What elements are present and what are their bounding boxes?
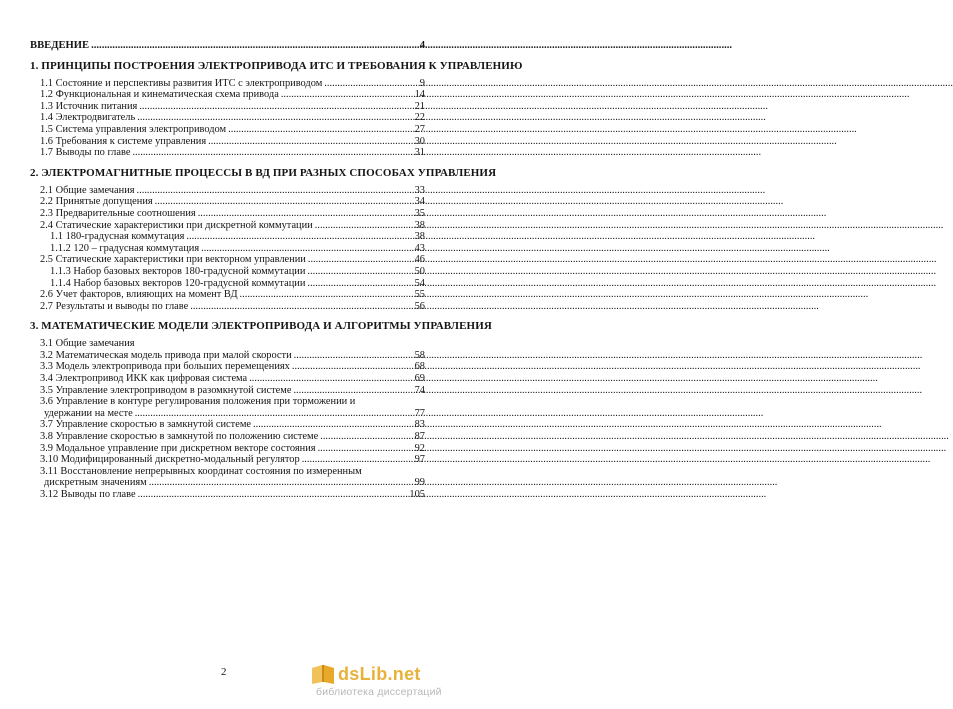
chapter-2-title: 2. ЭЛЕКТРОМАГНИТНЫЕ ПРОЦЕССЫ В ВД ПРИ РАЗНЫХ СПОСОБАХ УПРАВЛЕНИЯ (30, 166, 497, 179)
entry-page: 43 (414, 242, 425, 254)
toc-entry-1-5[interactable] (30, 124, 425, 136)
entry-title: 2.4 Статические характеристики при дискретной коммутации (40, 219, 313, 231)
toc-entry-3-11[interactable] (30, 466, 425, 478)
entry-page: 87 (414, 431, 425, 443)
entry-title: 2.3 Предварительные соотношения (40, 207, 196, 219)
toc-entry-3-8[interactable] (30, 431, 425, 443)
dot-leader (149, 477, 409, 489)
entry-title: 3.12 Выводы по главе (40, 489, 136, 500)
entry-title-continuation: удержании на месте (44, 407, 133, 419)
entry-page: 92 (414, 442, 425, 454)
entry-title: 2.1 Общие замечания (40, 184, 135, 196)
dot-leader (315, 220, 409, 232)
dot-leader (137, 185, 409, 197)
toc-entry-3-1[interactable] (30, 338, 425, 350)
toc-entry-3-11-continuation[interactable] (30, 477, 425, 489)
dot-leader (324, 78, 409, 90)
toc-intro[interactable] (30, 40, 425, 52)
dot-leader (208, 136, 409, 148)
dot-leader (135, 408, 409, 420)
toc-entry-3-2[interactable] (30, 350, 425, 362)
toc-entry-2-6[interactable] (30, 289, 425, 301)
entry-title: 3.1 Общие замечания (40, 338, 135, 350)
page-number: 2 (221, 666, 227, 678)
toc-entry-2-3[interactable] (30, 208, 425, 220)
entry-title: 1.7 Выводы по главе (40, 147, 131, 159)
toc-entry-2-4-1[interactable] (30, 231, 425, 243)
entry-page: 34 (414, 196, 425, 208)
watermark-tagline: библиотека диссертаций (316, 686, 442, 698)
entry-title: 3.8 Управление скоростью в замкнутой по положению системе (40, 431, 319, 443)
dot-leader (228, 124, 409, 136)
dot-leader (253, 419, 409, 431)
entry-title: 2.5 Статические характеристики при векторном управлении (40, 254, 306, 266)
entry-page: 68 (414, 361, 425, 373)
entry-page: 35 (414, 207, 425, 219)
toc-entry-1-2[interactable] (30, 89, 425, 101)
entry-page: 21 (414, 100, 425, 112)
dot-leader (302, 454, 409, 466)
dot-leader (91, 40, 409, 52)
entry-page: 50 (414, 265, 425, 277)
entry-title: 2.6 Учет факторов, влияющих на момент ВД (40, 289, 238, 301)
dot-leader (132, 147, 409, 159)
entry-page: 27 (414, 123, 425, 135)
dot-leader (186, 231, 409, 243)
entry-page: 69 (414, 373, 425, 385)
toc-entry-3-6-continuation[interactable] (30, 408, 425, 420)
watermark-brand: dsLib.net (338, 664, 421, 684)
dot-leader (137, 112, 409, 124)
dot-leader (240, 289, 409, 301)
entry-page: 58 (414, 349, 425, 361)
entry-page: 83 (414, 419, 425, 431)
entry-title: 3.5 Управление электроприводом в разомкнутой системе (40, 384, 292, 396)
entry-page: 105 (409, 489, 425, 500)
toc-entry-3-9[interactable] (30, 443, 425, 455)
dot-leader (138, 489, 408, 501)
entry-page: 33 (414, 184, 425, 196)
toc-entry-2-5[interactable] (30, 254, 425, 266)
toc-entry-3-3[interactable] (30, 361, 425, 373)
watermark-logo[interactable] (300, 662, 440, 702)
toc-entry-3-7[interactable] (30, 419, 425, 431)
entry-page: 56 (414, 300, 425, 312)
entry-title: 3.6 Управление в контуре регулирования положения при торможении и (40, 396, 356, 408)
entry-title: 3.10 Модифицированный дискретно-модальный регулятор (40, 454, 300, 466)
entry-title: 3.9 Модальное управление при дискретном векторе состояния (40, 442, 316, 454)
chapter-3-heading[interactable] (30, 320, 492, 333)
dot-leader (139, 101, 409, 113)
entry-title: 1.1.3 Набор базовых векторов 180-градусной коммутации (50, 265, 306, 277)
chapter-1-title: 1. ПРИНЦИПЫ ПОСТРОЕНИЯ ЭЛЕКТРОПРИВОДА ИТС И ТРЕБОВАНИЯ К УПРАВЛЕНИЮ (30, 59, 523, 72)
toc-entry-2-5-2[interactable] (30, 278, 425, 290)
dot-leader (155, 196, 409, 208)
entry-title: 3.3 Модель электропривода при больших перемещениях (40, 361, 290, 373)
dot-leader (293, 385, 409, 397)
chapter-3-title: 3. МАТЕМАТИЧЕСКИЕ МОДЕЛИ ЭЛЕКТРОПРИВОДА И АЛГОРИТМЫ УПРАВЛЕНИЯ (30, 320, 492, 333)
dot-leader (294, 350, 409, 362)
toc-entry-2-4-2[interactable] (30, 243, 425, 255)
entry-page: 77 (414, 407, 425, 419)
entry-title: 2.2 Принятые допущения (40, 196, 153, 208)
dot-leader (307, 278, 409, 290)
entry-page: 38 (414, 231, 425, 243)
entry-page: 97 (414, 454, 425, 466)
dot-leader (307, 266, 409, 278)
dot-leader (318, 443, 409, 455)
entry-page: 31 (414, 147, 425, 159)
toc-entry-3-6[interactable] (30, 396, 425, 408)
chapter-1-heading[interactable] (30, 59, 523, 73)
entry-title: 2.7 Результаты и выводы по главе (40, 300, 189, 312)
entry-page: 38 (414, 219, 425, 231)
entry-page: 22 (414, 112, 425, 124)
toc-intro-page: 4 (419, 40, 425, 51)
entry-title: 3.4 Электропривод ИКК как цифровая система (40, 373, 248, 385)
dot-leader (292, 361, 409, 373)
entry-page: 99 (414, 477, 425, 489)
dot-leader (320, 431, 409, 443)
entry-title: 1.6 Требования к системе управления (40, 135, 207, 147)
toc-intro-title: ВВЕДЕНИЕ (30, 40, 90, 51)
entry-title-continuation: дискретным значениям (44, 477, 147, 489)
toc-entry-2-4[interactable] (30, 220, 425, 232)
toc-entry-1-6[interactable] (30, 136, 425, 148)
entry-title: 1.1.2 120 – градусная коммутация (50, 242, 200, 254)
toc-entry-2-5-1[interactable] (30, 266, 425, 278)
entry-title: 1.5 Система управления электроприводом (40, 123, 227, 135)
toc-entry-1-1[interactable] (30, 78, 425, 90)
entry-page: 46 (414, 254, 425, 266)
entry-title: 3.7 Управление скоростью в замкнутой системе (40, 419, 252, 431)
toc-entry-1-3[interactable] (30, 101, 425, 113)
dot-leader (281, 89, 409, 101)
entry-title: 1.1 180-градусная коммутация (50, 231, 185, 243)
entry-page: 14 (414, 89, 425, 101)
entry-title: 3.2 Математическая модель привода при малой скорости (40, 349, 292, 361)
entry-title: 3.11 Восстановление непрерывных координат состояния по измеренным (40, 465, 362, 477)
dot-leader (201, 243, 409, 255)
toc-entry-3-10[interactable] (30, 454, 425, 466)
dot-leader (190, 301, 409, 313)
entry-page: 9 (419, 77, 425, 89)
book-logo-icon (310, 662, 336, 686)
entry-title: 1.4 Электродвигатель (40, 112, 136, 124)
entry-page: 30 (414, 135, 425, 147)
chapter-2-heading[interactable] (30, 166, 497, 180)
toc-entry-1-4[interactable] (30, 112, 425, 124)
toc-entry-2-2[interactable] (30, 196, 425, 208)
toc-entry-2-7[interactable] (30, 301, 425, 313)
toc-entry-3-4[interactable] (30, 373, 425, 385)
entry-page: 74 (414, 384, 425, 396)
entry-page: 55 (414, 289, 425, 301)
entry-title: 1.1.4 Набор базовых векторов 120-градусной коммутации (50, 277, 306, 289)
toc-entry-3-12[interactable] (30, 489, 425, 501)
entry-title: 1.2 Функциональная и кинематическая схема привода (40, 89, 279, 101)
dot-leader (249, 373, 409, 385)
table-of-contents (30, 40, 523, 501)
toc-entry-1-7[interactable] (30, 147, 425, 159)
dot-leader (198, 208, 409, 220)
entry-title: 1.3 Источник питания (40, 100, 138, 112)
dot-leader (308, 254, 409, 266)
entry-page: 54 (414, 277, 425, 289)
entry-title: 1.1 Состояние и перспективы развития ИТС с электроприводом (40, 77, 323, 89)
toc-entry-3-5[interactable] (30, 385, 425, 397)
toc-entry-2-1[interactable] (30, 185, 425, 197)
